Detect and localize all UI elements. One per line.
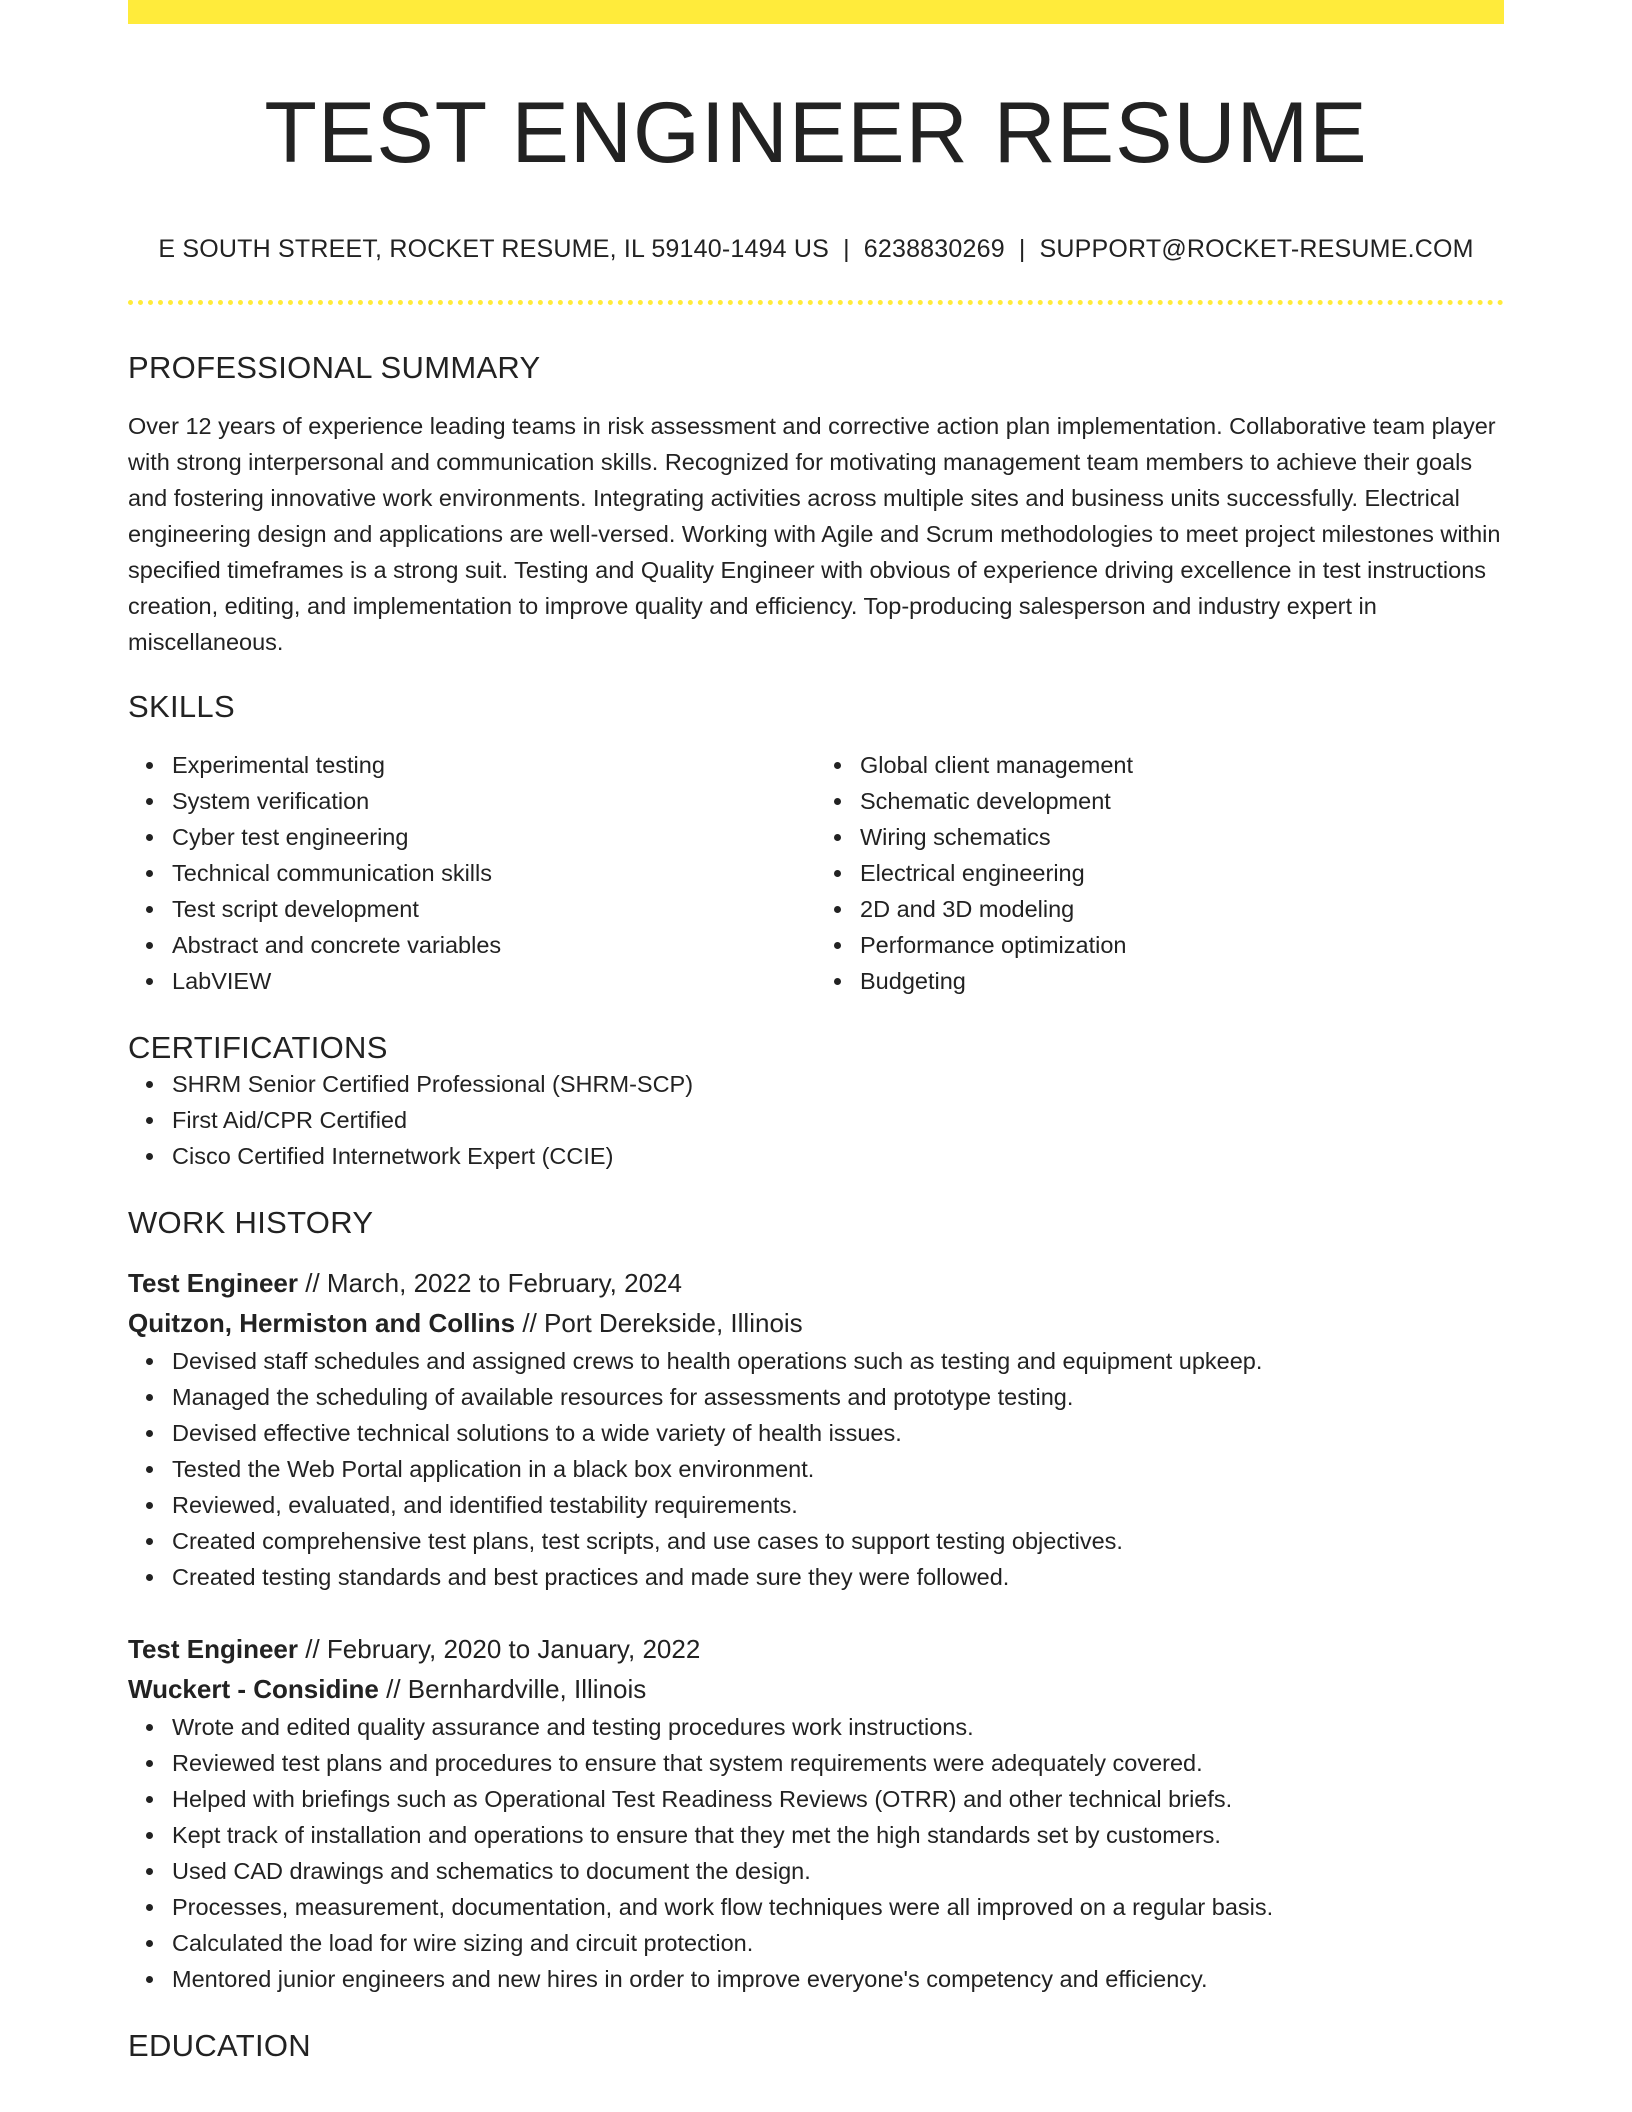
skill-item: 2D and 3D modeling bbox=[860, 891, 1504, 927]
section-title-work-history: WORK HISTORY bbox=[128, 1205, 374, 1241]
section-title-education: EDUCATION bbox=[128, 2028, 311, 2064]
skill-item: Global client management bbox=[860, 747, 1504, 783]
skill-item: Cyber test engineering bbox=[172, 819, 816, 855]
skill-item: Wiring schematics bbox=[860, 819, 1504, 855]
contact-address: E SOUTH STREET, ROCKET RESUME, IL 59140-1494 US bbox=[158, 235, 830, 264]
contact-separator: | bbox=[1018, 235, 1026, 264]
job-company: Wuckert - Considine bbox=[128, 1674, 379, 1705]
summary-text: Over 12 years of experience leading teams in risk assessment and corrective action plan implementation. Collaborative team player with strong interpersonal and communication skills. Recognized for motivating management team members to achieve their goals and fostering innovative work environments. Integrating activities across multiple sites and business units successfully. Electrical engineering design and applications are well-versed. Working with Agile and Scrum methodologies to meet project milestones within specified timeframes is a strong suit. Testing and Quality Engineer with obvious of experience driving excellence in test instructions creation, editing, and implementation to improve quality and efficiency. Top-producing salesperson and industry expert in miscellaneous. bbox=[128, 412, 1501, 655]
job-duty: Devised staff schedules and assigned crews to health operations such as testing and equipment upkeep. bbox=[172, 1343, 1504, 1379]
job-duty: Devised effective technical solutions to a wide variety of health issues. bbox=[172, 1415, 1504, 1451]
resume-title: TEST ENGINEER RESUME bbox=[264, 85, 1368, 181]
contact-email: SUPPORT@ROCKET-RESUME.COM bbox=[1039, 235, 1474, 264]
job-duties-list bbox=[128, 1343, 1504, 1595]
contact-phone: 6238830269 bbox=[863, 235, 1005, 264]
skill-item: Budgeting bbox=[860, 963, 1504, 999]
skills-list-right bbox=[816, 747, 1504, 999]
job-company-line bbox=[128, 1303, 1504, 1343]
skill-item: Electrical engineering bbox=[860, 855, 1504, 891]
contact-separator: | bbox=[843, 235, 850, 264]
job-duty: Reviewed, evaluated, and identified testability requirements. bbox=[172, 1487, 1504, 1523]
section-title-skills: SKILLS bbox=[128, 688, 235, 724]
skill-item: Abstract and concrete variables bbox=[172, 927, 816, 963]
job-duty: Kept track of installation and operations to ensure that they met the high standards set by customers. bbox=[172, 1817, 1504, 1853]
skill-item: Experimental testing bbox=[172, 747, 816, 783]
job-dates: // February, 2020 to January, 2022 bbox=[298, 1634, 701, 1665]
certifications-list bbox=[128, 1066, 1504, 1174]
job-dates: // March, 2022 to February, 2024 bbox=[298, 1268, 682, 1299]
job-role-line bbox=[128, 1263, 1504, 1303]
dotted-divider bbox=[128, 300, 1504, 305]
skills-columns bbox=[128, 747, 1504, 999]
contact-line bbox=[128, 233, 1504, 266]
job-entry bbox=[128, 1263, 1504, 1595]
accent-top-bar bbox=[128, 0, 1504, 24]
section-title-summary: PROFESSIONAL SUMMARY bbox=[128, 349, 541, 385]
job-company: Quitzon, Hermiston and Collins bbox=[128, 1308, 516, 1339]
job-duties-list bbox=[128, 1709, 1504, 1997]
job-duty: Processes, measurement, documentation, and work flow techniques were all improved on a regular basis. bbox=[172, 1889, 1504, 1925]
section-title-certifications: CERTIFICATIONS bbox=[128, 1030, 388, 1066]
job-duty: Tested the Web Portal application in a black box environment. bbox=[172, 1451, 1504, 1487]
certification-item: SHRM Senior Certified Professional (SHRM-SCP) bbox=[172, 1066, 1504, 1102]
resume-page bbox=[128, 0, 1504, 2065]
job-duty: Reviewed test plans and procedures to ensure that system requirements were adequately covered. bbox=[172, 1745, 1504, 1781]
skill-item: Schematic development bbox=[860, 783, 1504, 819]
job-company-line bbox=[128, 1669, 1504, 1709]
job-duty: Created testing standards and best practices and made sure they were followed. bbox=[172, 1559, 1504, 1595]
job-duty: Helped with briefings such as Operational Test Readiness Reviews (OTRR) and other technical briefs. bbox=[172, 1781, 1504, 1817]
job-location: // Bernhardville, Illinois bbox=[378, 1674, 647, 1705]
certification-item: Cisco Certified Internetwork Expert (CCIE) bbox=[172, 1138, 1504, 1174]
job-duty: Created comprehensive test plans, test scripts, and use cases to support testing objectives. bbox=[172, 1523, 1504, 1559]
job-entry bbox=[128, 1629, 1504, 1997]
job-duty: Managed the scheduling of available resources for assessments and prototype testing. bbox=[172, 1379, 1504, 1415]
skill-item: System verification bbox=[172, 783, 816, 819]
job-role: Test Engineer bbox=[128, 1268, 299, 1299]
skill-item: LabVIEW bbox=[172, 963, 816, 999]
skill-item: Technical communication skills bbox=[172, 855, 816, 891]
job-role: Test Engineer bbox=[128, 1634, 299, 1665]
skill-item: Test script development bbox=[172, 891, 816, 927]
job-duty: Mentored junior engineers and new hires in order to improve everyone's competency and efficiency. bbox=[172, 1961, 1504, 1997]
job-duty: Calculated the load for wire sizing and circuit protection. bbox=[172, 1925, 1504, 1961]
skill-item: Performance optimization bbox=[860, 927, 1504, 963]
job-role-line bbox=[128, 1629, 1504, 1669]
certification-item: First Aid/CPR Certified bbox=[172, 1102, 1504, 1138]
job-location: // Port Derekside, Illinois bbox=[515, 1308, 803, 1339]
job-duty: Wrote and edited quality assurance and testing procedures work instructions. bbox=[172, 1709, 1504, 1745]
skills-list-left bbox=[128, 747, 816, 999]
job-duty: Used CAD drawings and schematics to document the design. bbox=[172, 1853, 1504, 1889]
